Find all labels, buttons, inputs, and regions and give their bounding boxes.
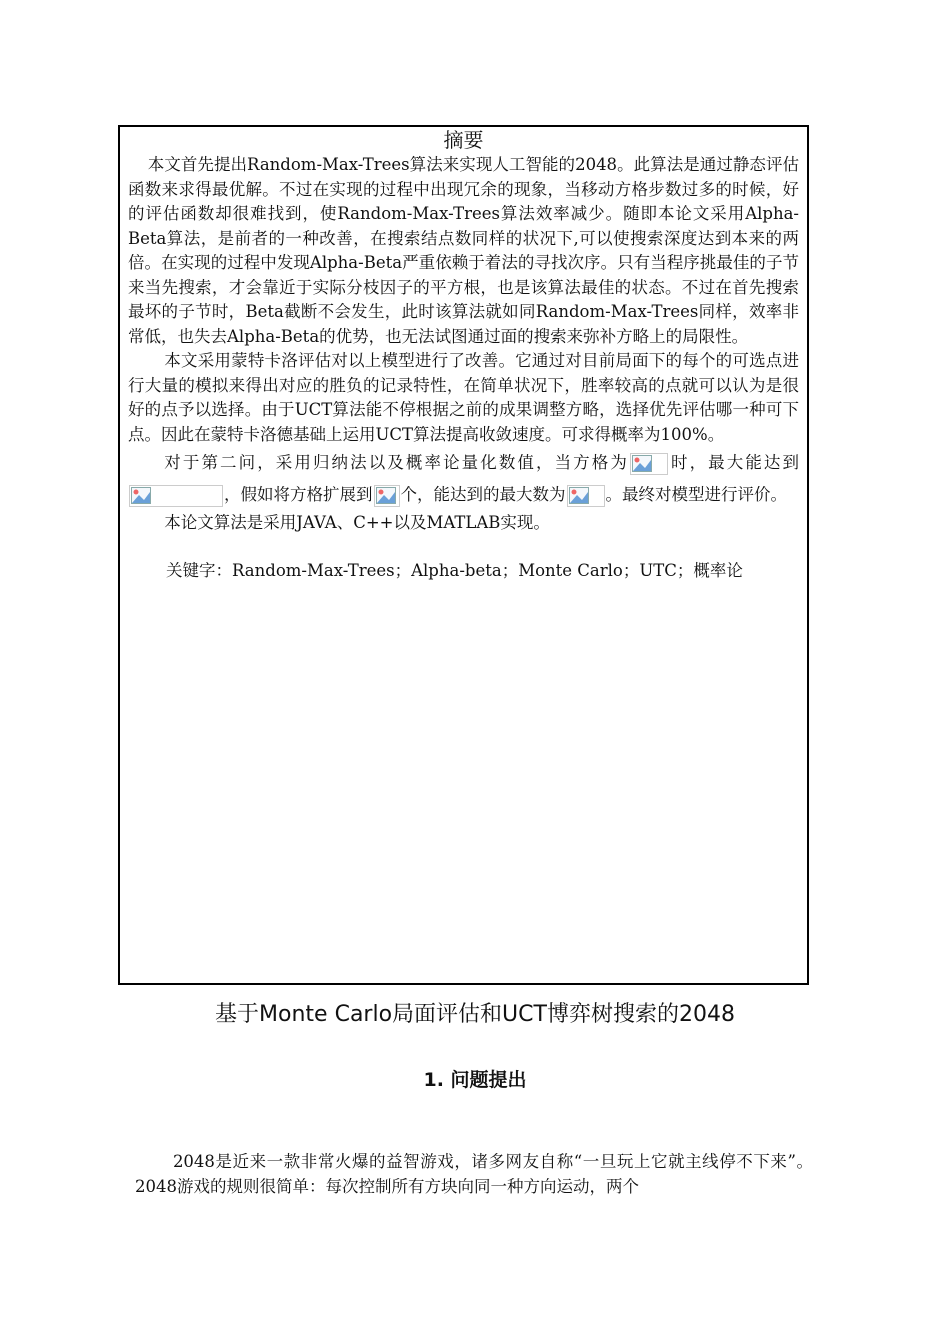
abstract-box bbox=[118, 125, 809, 985]
abstract-p3-part-e: 。最终对模型进行评价。 bbox=[605, 485, 787, 504]
broken-image-icon bbox=[630, 453, 668, 475]
abstract-paragraph-3 bbox=[128, 447, 799, 511]
broken-image-icon bbox=[374, 485, 400, 507]
body-paragraph: 2048是近来一款非常火爆的益智游戏，诸多网友自称“一旦玩上它就主线停不下来”。2048游戏的规则很简单：每次控制所有方块向同一种方向运动，两个 bbox=[135, 1152, 813, 1196]
abstract-paragraph-4: 本论文算法是采用JAVA、C++以及MATLAB实现。 bbox=[164, 513, 550, 532]
document-title: 基于Monte Carlo局面评估和UCT博弈树搜索的2048 bbox=[215, 1002, 735, 1027]
abstract-paragraph-2: 本文采用蒙特卡洛评估对以上模型进行了改善。它通过对目前局面下的每个的可选点进行大量的模拟来得出对应的胜负的记录特性，在简单状况下，胜率较高的点就可以认为是很好的点予以选择。由于UCT算法能不停根据之前的成果调整方略，选择优先评估哪一种可下点。因此在蒙特卡洛德基础上运用UCT算法提高收敛速度。可求得概率为100%。 bbox=[128, 351, 799, 444]
abstract-p3-part-b: 时，最大能达到 bbox=[668, 453, 800, 472]
abstract-keywords: 关键字：Random-Max-Trees；Alpha-beta；Monte Carlo；UTC；概率论 bbox=[166, 560, 743, 580]
abstract-p3-part-c: ，假如将方格扩展到 bbox=[224, 485, 373, 504]
abstract-p3-part-d: 个，能达到的最大数为 bbox=[400, 485, 566, 504]
abstract-p3-part-a: 对于第二问，采用归纳法以及概率论量化数值，当方格为 bbox=[164, 453, 629, 472]
section-heading: 1. 问题提出 bbox=[423, 1069, 527, 1091]
broken-image-icon bbox=[567, 485, 605, 507]
broken-image-icon bbox=[129, 485, 223, 507]
abstract-title: 摘要 bbox=[443, 128, 484, 152]
abstract-paragraph-1: 本文首先提出Random-Max-Trees算法来实现人工智能的2048。此算法是通过静态评估函数来求得最优解。不过在实现的过程中出现冗余的现象，当移动方格步数过多的时候，好的评估函数却很难找到，使Random-Max-Trees算法效率减少。随即本论文采用Alpha-Beta算法，是前者的一种改善，在搜索结点数同样的状况下,可以使搜索深度达到本来的两倍。在实现的过程中发现Alpha-Beta严重依赖于着法的寻找次序。只有当程序挑最佳的子节来当先搜索，才会靠近于实际分枝因子的平方根，也是该算法最佳的状态。不过在首先搜索最坏的子节时，Beta截断不会发生，此时该算法就如同Random-Max-Trees同样，效率非常低，也失去Alpha-Beta的优势，也无法试图通过面的搜索来弥补方略上的局限性。 bbox=[128, 155, 799, 346]
